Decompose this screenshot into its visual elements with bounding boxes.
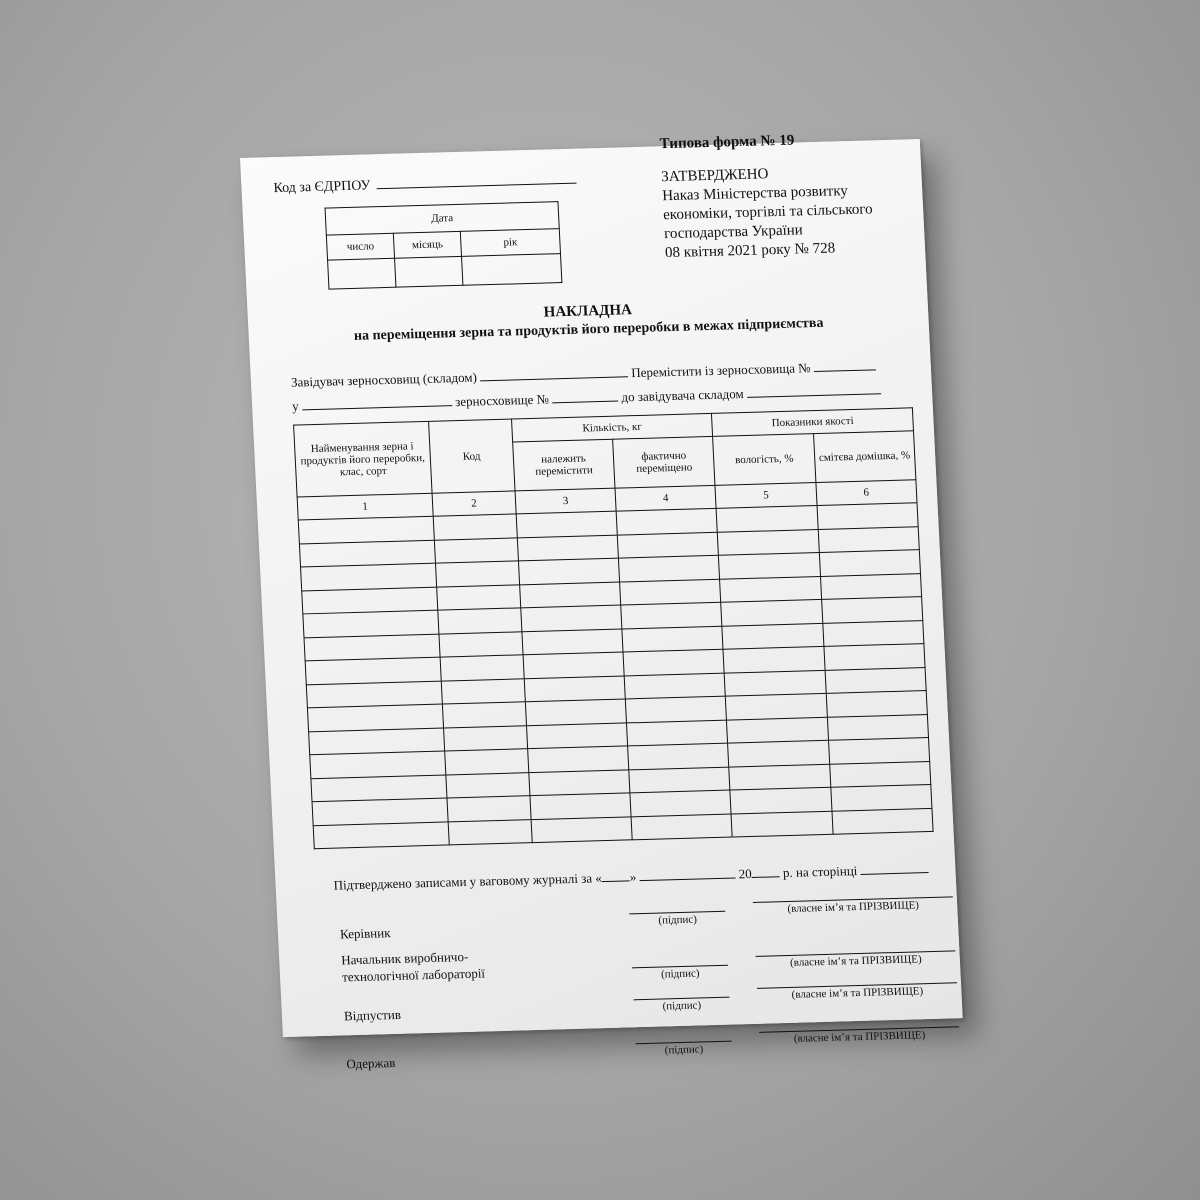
table-cell[interactable] bbox=[730, 787, 831, 813]
quantity-group-header: Кількість, кг bbox=[511, 413, 713, 442]
table-cell[interactable] bbox=[631, 814, 732, 840]
table-cell[interactable] bbox=[828, 738, 929, 764]
table-cell[interactable] bbox=[439, 631, 523, 657]
in-label: у bbox=[291, 398, 300, 414]
confirm-page-line[interactable] bbox=[860, 861, 929, 875]
received-label: Одержав bbox=[345, 1055, 396, 1072]
table-cell[interactable] bbox=[526, 722, 627, 748]
lab-head-signature-line[interactable]: (підпис) bbox=[632, 965, 729, 982]
table-cell[interactable] bbox=[625, 696, 726, 722]
lab-head-label-line-2: технологічної лабораторії bbox=[341, 965, 486, 985]
table-cell[interactable] bbox=[827, 714, 928, 740]
table-cell[interactable] bbox=[525, 699, 626, 725]
column-number: 5 bbox=[715, 483, 816, 509]
edrpou-field bbox=[273, 171, 577, 197]
table-cell[interactable] bbox=[447, 796, 531, 822]
document-title bbox=[248, 294, 929, 348]
col-to-move-header: належить перемістити bbox=[512, 439, 615, 491]
confirm-text-2: » bbox=[629, 869, 637, 885]
head-label: Керівник bbox=[339, 925, 391, 942]
table-cell[interactable] bbox=[522, 629, 623, 655]
to-manager-input-line[interactable] bbox=[747, 382, 882, 398]
storage-no-label: зерносховище № bbox=[454, 391, 550, 410]
table-cell[interactable] bbox=[725, 670, 826, 696]
table-cell[interactable] bbox=[441, 678, 525, 704]
manager-input-line[interactable] bbox=[480, 365, 629, 381]
col-moved-header: фактично переміщено bbox=[613, 436, 716, 488]
move-from-label: Перемістити із зерносховища № bbox=[630, 360, 811, 381]
date-day-cell[interactable] bbox=[328, 258, 396, 289]
date-year-label: рік bbox=[460, 229, 560, 257]
confirm-text-4: р. на сторінці bbox=[782, 863, 858, 881]
table-cell[interactable] bbox=[313, 821, 449, 848]
table-cell[interactable] bbox=[531, 816, 632, 842]
col-impurity-header: смітєва домішка, % bbox=[813, 431, 916, 483]
approved-title: ЗАТВЕРДЖЕНО bbox=[660, 166, 769, 186]
lab-head-label bbox=[341, 948, 486, 986]
table-cell[interactable] bbox=[721, 599, 822, 625]
move-from-input-line[interactable] bbox=[813, 358, 876, 372]
table-cell[interactable] bbox=[824, 644, 925, 670]
approved-line-2: економіки, торгівлі та сільського bbox=[662, 201, 873, 224]
table-cell[interactable] bbox=[516, 511, 617, 537]
table-cell[interactable] bbox=[518, 558, 619, 584]
table-cell[interactable] bbox=[627, 720, 728, 746]
form-number: Типова форма № 19 bbox=[659, 132, 795, 153]
lab-head-label-line-1: Начальник виробничо- bbox=[340, 948, 469, 968]
to-manager-label: до завідувача складом bbox=[621, 386, 745, 405]
table-cell[interactable] bbox=[443, 725, 527, 751]
confirm-text-3: 20 bbox=[738, 865, 753, 882]
table-cell[interactable] bbox=[444, 749, 528, 775]
table-cell[interactable] bbox=[825, 667, 926, 693]
received-name-line[interactable]: (власне ім’я та ПРІЗВИЩЕ) bbox=[759, 1026, 960, 1046]
table-cell[interactable] bbox=[434, 537, 518, 563]
table-cell[interactable] bbox=[723, 646, 824, 672]
confirm-year-line[interactable] bbox=[751, 865, 780, 878]
table-cell[interactable] bbox=[440, 655, 524, 681]
table-cell[interactable] bbox=[619, 555, 720, 581]
column-number: 1 bbox=[297, 493, 433, 520]
col-moisture-header: вологість, % bbox=[713, 434, 816, 486]
title-sub: на переміщення зерна та продуктів його переробки в межах підприємства bbox=[353, 315, 824, 344]
approved-line-3: господарства України bbox=[663, 222, 804, 243]
blank-rows bbox=[298, 503, 933, 849]
table-cell[interactable] bbox=[527, 746, 628, 772]
received-signature-line[interactable]: (підпис) bbox=[636, 1041, 733, 1058]
table-cell[interactable] bbox=[726, 693, 827, 719]
col-code-header: Код bbox=[428, 419, 515, 493]
table-cell[interactable] bbox=[818, 526, 919, 552]
table-cell[interactable] bbox=[436, 584, 520, 610]
quality-group-header: Показники якості bbox=[712, 408, 914, 437]
confirm-day-line[interactable] bbox=[601, 869, 630, 882]
table-cell[interactable] bbox=[521, 605, 622, 631]
table-cell[interactable] bbox=[517, 535, 618, 561]
table-cell[interactable] bbox=[722, 623, 823, 649]
storage-no-input-line[interactable] bbox=[552, 390, 619, 404]
table-cell[interactable] bbox=[629, 767, 730, 793]
table-cell[interactable] bbox=[728, 740, 829, 766]
table-cell[interactable] bbox=[628, 743, 729, 769]
head-signature-line[interactable]: (підпис) bbox=[629, 911, 726, 928]
table-cell[interactable] bbox=[718, 529, 819, 555]
table-cell[interactable] bbox=[433, 514, 517, 540]
table-cell[interactable] bbox=[529, 769, 630, 795]
table-cell[interactable] bbox=[622, 626, 723, 652]
confirm-month-line[interactable] bbox=[639, 866, 736, 881]
table-cell[interactable] bbox=[621, 602, 722, 628]
table-cell[interactable] bbox=[620, 579, 721, 605]
date-month-cell[interactable] bbox=[395, 256, 463, 287]
date-year-cell[interactable] bbox=[462, 254, 562, 286]
table-cell[interactable] bbox=[519, 582, 620, 608]
date-day-label: число bbox=[326, 233, 394, 260]
table-cell[interactable] bbox=[448, 819, 532, 845]
column-number: 2 bbox=[432, 491, 516, 516]
table-cell[interactable] bbox=[829, 761, 930, 787]
table-cell[interactable] bbox=[820, 573, 921, 599]
table-cell[interactable] bbox=[616, 508, 717, 534]
date-header: Дата bbox=[325, 202, 559, 235]
table-cell[interactable] bbox=[832, 808, 933, 834]
goods-table bbox=[293, 407, 934, 849]
table-cell[interactable] bbox=[819, 550, 920, 576]
date-table bbox=[325, 201, 563, 289]
table-cell[interactable] bbox=[817, 503, 918, 529]
table-cell[interactable] bbox=[442, 702, 526, 728]
edrpou-label: Код за ЄДРПОУ bbox=[273, 178, 371, 197]
table-cell[interactable] bbox=[821, 597, 922, 623]
lab-head-name-line[interactable]: (власне ім’я та ПРІЗВИЩЕ) bbox=[755, 950, 956, 970]
edrpou-input-line[interactable] bbox=[376, 171, 577, 190]
table-cell[interactable] bbox=[623, 649, 724, 675]
table-cell[interactable] bbox=[729, 764, 830, 790]
col-name-header: Найменування зерна і продуктів його переробки, клас, сорт bbox=[294, 421, 432, 497]
table-cell[interactable] bbox=[446, 772, 530, 798]
table-cell[interactable] bbox=[530, 793, 631, 819]
released-label: Відпустив bbox=[343, 1006, 402, 1024]
table-cell[interactable] bbox=[830, 784, 931, 810]
table-cell[interactable] bbox=[624, 673, 725, 699]
confirm-text-1: Підтверджено записами у ваговому журналі за « bbox=[333, 870, 603, 893]
approved-line-1: Наказ Міністерства розвитку bbox=[661, 183, 849, 205]
invoice-form-sheet bbox=[240, 132, 963, 1072]
table-cell[interactable] bbox=[438, 608, 522, 634]
in-input-line[interactable] bbox=[302, 394, 453, 410]
approved-line-4: 08 квітня 2021 року № 728 bbox=[664, 240, 836, 262]
table-cell[interactable] bbox=[435, 561, 519, 587]
column-number: 6 bbox=[816, 480, 917, 506]
released-signature-line[interactable]: (підпис) bbox=[633, 997, 730, 1014]
table-cell[interactable] bbox=[719, 552, 820, 578]
table-cell[interactable] bbox=[524, 675, 625, 701]
table-cell[interactable] bbox=[826, 691, 927, 717]
weighing-log-confirmation bbox=[333, 861, 929, 894]
title-main: НАКЛАДНА bbox=[543, 302, 633, 321]
table-cell[interactable] bbox=[720, 576, 821, 602]
table-cell[interactable] bbox=[727, 717, 828, 743]
manager-label: Завідувач зерносховищ (складом) bbox=[290, 369, 478, 390]
table-cell[interactable] bbox=[822, 620, 923, 646]
table-cell[interactable] bbox=[617, 532, 718, 558]
date-month-label: місяць bbox=[393, 231, 461, 258]
table-cell[interactable] bbox=[630, 790, 731, 816]
table-cell[interactable] bbox=[716, 506, 817, 532]
table-cell[interactable] bbox=[731, 811, 832, 837]
released-name-line[interactable]: (власне ім’я та ПРІЗВИЩЕ) bbox=[757, 982, 958, 1002]
head-name-line[interactable]: (власне ім’я та ПРІЗВИЩЕ) bbox=[753, 896, 954, 916]
column-number: 4 bbox=[615, 485, 716, 511]
approval-block bbox=[661, 161, 916, 263]
column-number: 3 bbox=[515, 488, 616, 514]
table-cell[interactable] bbox=[523, 652, 624, 678]
